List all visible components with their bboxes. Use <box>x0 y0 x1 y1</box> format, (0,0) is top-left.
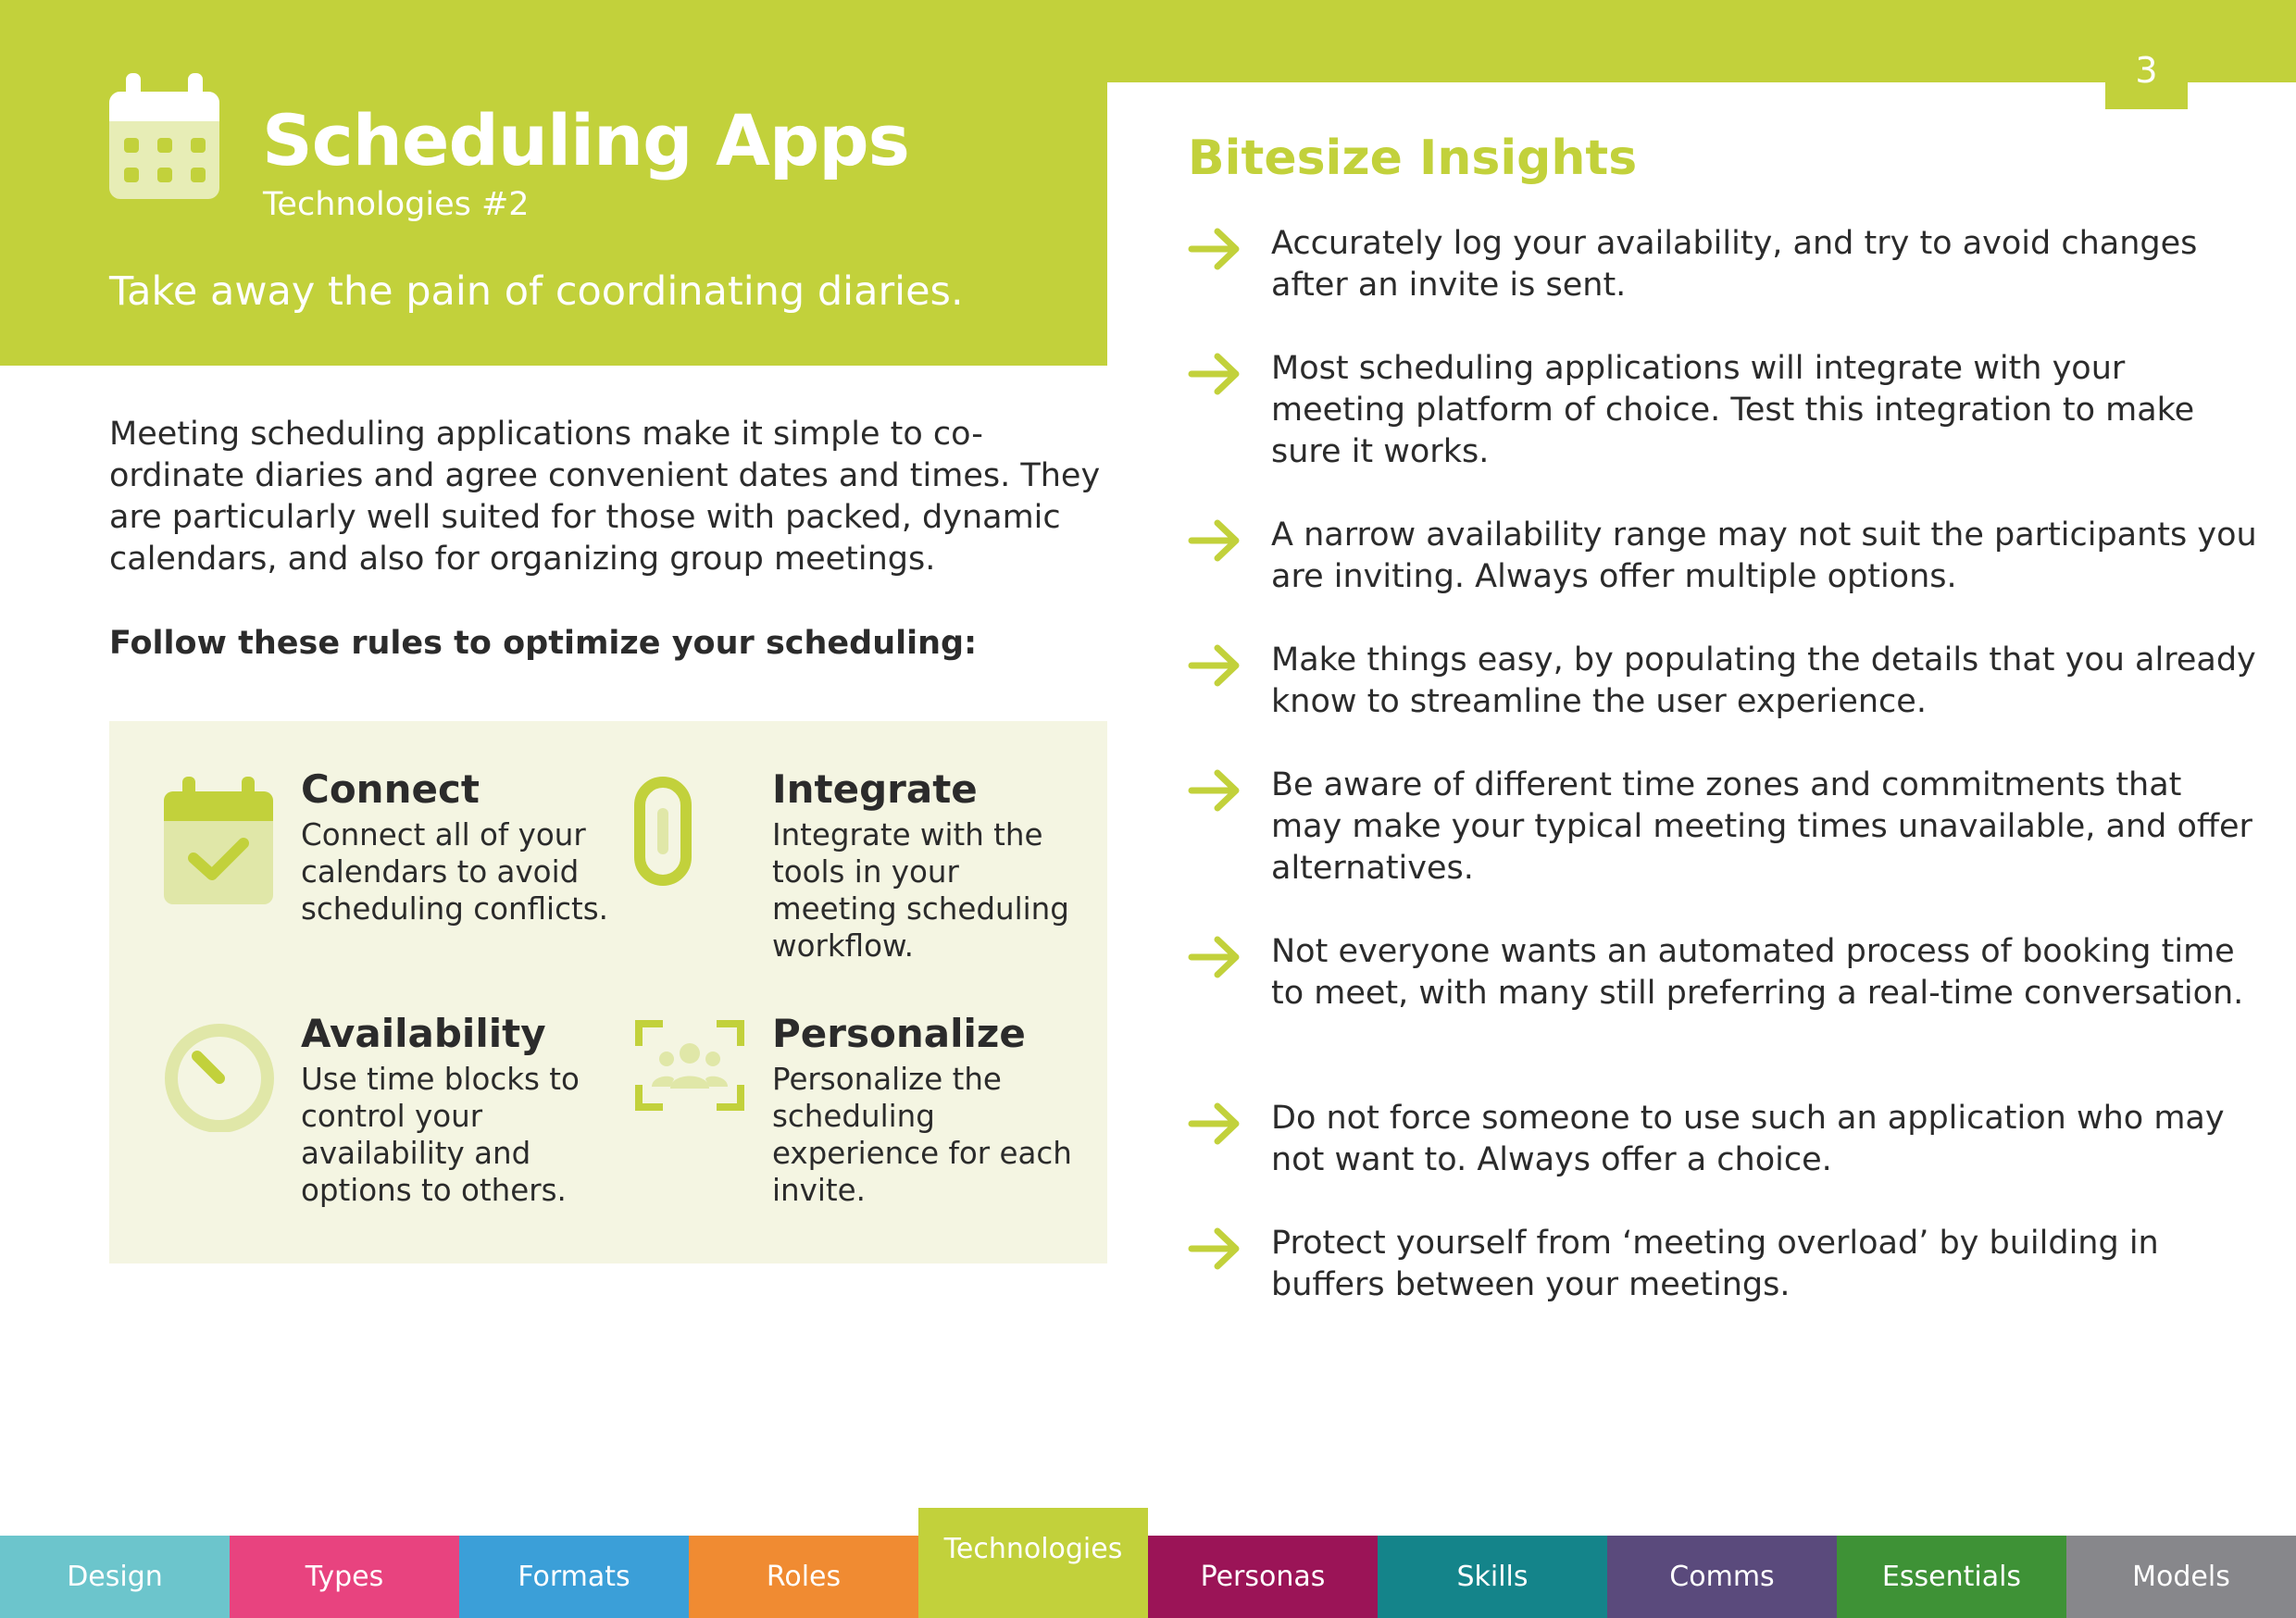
arrow-right-icon <box>1188 935 1243 983</box>
insight-text: Most scheduling applications will integrate with your meeting platform of choice. Test this integration to make sure it works. <box>1271 350 2195 470</box>
insights-title: Bitesize Insights <box>1188 131 1638 186</box>
intro-paragraph: Meeting scheduling applications make it simple to co-ordinate diaries and agree convenient dates and times. They are particularly well suited for those with packed, dynamic calendars, and also for organizing group meetings. <box>109 416 1101 578</box>
page-title: Scheduling Apps <box>262 99 909 181</box>
page-tagline: Take away the pain of coordinating diaries. <box>109 268 964 315</box>
rule-text: Integrate with the tools in your meeting scheduling workflow. <box>772 817 1069 964</box>
insight-text: Accurately log your availability, and try to avoid changes after an invite is sent. <box>1271 225 2198 304</box>
nav-tab-roles[interactable]: Roles <box>689 1536 918 1618</box>
rule-availability <box>301 1009 616 1209</box>
rule-title: Personalize <box>772 1011 1026 1056</box>
group-focus-icon <box>635 1020 744 1114</box>
calendar-check-icon <box>164 777 273 908</box>
arrow-right-icon <box>1188 227 1243 275</box>
rules-box <box>109 721 1107 1263</box>
nav-tab-formats[interactable]: Formats <box>459 1536 689 1618</box>
rule-text: Use time blocks to control your availability and options to others. <box>301 1062 580 1208</box>
arrow-right-icon <box>1188 768 1243 816</box>
nav-tab-models[interactable]: Models <box>2066 1536 2296 1618</box>
timer-icon <box>164 1021 275 1136</box>
nav-tab-personas[interactable]: Personas <box>1148 1536 1378 1618</box>
arrow-right-icon <box>1188 643 1243 691</box>
page-subtitle: Technologies #2 <box>263 186 530 223</box>
page-number: 3 <box>2135 50 2158 91</box>
rule-title: Connect <box>301 766 480 812</box>
arrow-right-icon <box>1188 1101 1243 1150</box>
rule-personalize <box>772 1009 1087 1209</box>
rule-title: Integrate <box>772 766 978 812</box>
rule-title: Availability <box>301 1011 546 1056</box>
nav-tab-design[interactable]: Design <box>0 1536 230 1618</box>
nav-tab-types[interactable]: Types <box>230 1536 459 1618</box>
insight-text: Do not force someone to use such an application who may not want to. Always offer a choice. <box>1271 1100 2225 1178</box>
nav-tab-skills[interactable]: Skills <box>1378 1536 1607 1618</box>
insight-text: A narrow availability range may not suit the participants you are inviting. Always offer multiple options. <box>1271 517 2257 595</box>
arrow-right-icon <box>1188 518 1243 566</box>
nav-tab-comms[interactable]: Comms <box>1607 1536 1837 1618</box>
insight-text: Make things easy, by populating the details that you already know to streamline the user experience. <box>1271 641 2256 720</box>
arrow-right-icon <box>1188 1226 1243 1275</box>
rules-heading: Follow these rules to optimize your scheduling: <box>109 625 978 662</box>
rule-text: Personalize the scheduling experience for each invite. <box>772 1062 1072 1208</box>
nav-tab-essentials[interactable]: Essentials <box>1837 1536 2066 1618</box>
insight-text: Be aware of different time zones and commitments that may make your typical meeting times unavailable, and offer alternatives. <box>1271 766 2252 887</box>
rule-integrate <box>772 765 1087 965</box>
arrow-right-icon <box>1188 352 1243 400</box>
insight-text: Protect yourself from ‘meeting overload’ by building in buffers between your meetings. <box>1271 1225 2159 1303</box>
link-icon <box>634 777 692 890</box>
calendar-icon <box>109 73 219 203</box>
rule-text: Connect all of your calendars to avoid scheduling conflicts. <box>301 817 608 927</box>
insight-text: Not everyone wants an automated process of booking time to meet, with many still preferring a real-time conversation. <box>1271 933 2244 1012</box>
rule-connect <box>301 765 616 927</box>
nav-tab-technologies[interactable]: Technologies <box>918 1508 1148 1618</box>
